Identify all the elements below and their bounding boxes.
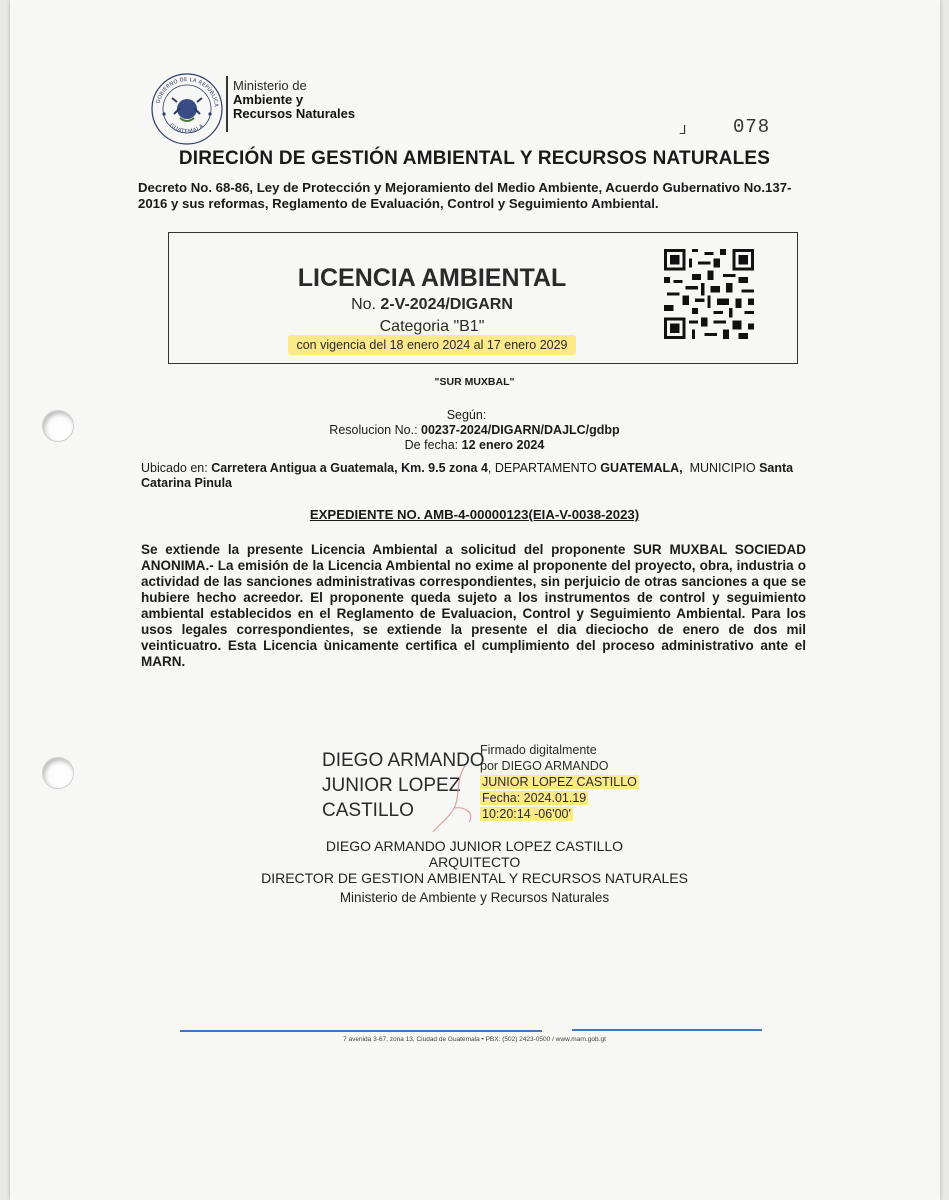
license-title: LICENCIA AMBIENTAL	[297, 264, 567, 292]
signature-date: Fecha: 2024.01.19	[482, 791, 587, 805]
footer-divider-right	[572, 1029, 762, 1031]
page-number: 078	[733, 116, 771, 138]
footer-address: 7 avenida 3-67, zona 13, Ciudad de Guatemala • PBX: (502) 2423-0500 / www.marn.gob.gt	[343, 1036, 606, 1043]
pen-mark: ᒧ	[679, 123, 687, 137]
license-number: No. 2-V-2024/DIGARN	[351, 296, 513, 313]
resolution-date-label: De fecha:	[404, 438, 459, 452]
signatory-block	[0, 838, 949, 906]
guatemala-seal-icon	[150, 72, 224, 146]
signatory-profession: ARQUITECTO	[428, 854, 521, 870]
resolution-label: Resolucion No.:	[329, 423, 418, 437]
svg-text:GUATEMALA: GUATEMALA	[168, 122, 206, 136]
ministry-line1: Ministerio de	[233, 78, 307, 93]
signatory-position: DIRECTOR DE GESTION AMBIENTAL Y RECURSOS NATURALES	[261, 870, 688, 886]
signer-name: DIEGO ARMANDO JUNIOR LOPEZ CASTILLO	[322, 750, 485, 821]
license-validity: con vigencia del 18 enero 2024 al 17 enero 2029	[168, 338, 796, 352]
footer-divider-left	[180, 1030, 542, 1032]
license-body-text: Se extiende la presente Licencia Ambiental a solicitud del proponente SUR MUXBAL SOCIEDAD ANONIMA.- La emisión de la Licencia Ambiental no exime al proponente del proyecto, obra, industria o actividad de las sanciones administrativas correspondientes, sin perjuicio de otras sanciones a que se hubiere hecho acreedor. El proponente queda sujeto a los instrumentos de control y seguimiento ambiental establecidos en el Reglamento de Evaluacion, Control y Seguimiento Ambiental. Para los usos legales correspondientes, se extiende la presente el dia dieciocho de enero de dos mil veinticuatro. Esta Licencia ùnicamente certifica el cumplimiento del proceso administrativo ante el MARN.	[141, 542, 806, 669]
license-number-value: 2-V-2024/DIGARN	[380, 296, 513, 313]
location: Ubicado en: Carretera Antigua a Guatemala, Km. 9.5 zona 4, DEPARTAMENTO GUATEMALA, MUNICIPIO Santa Catarina Pinula	[141, 461, 794, 490]
ministry-logotype	[233, 79, 355, 121]
page-title: DIRECIÓN DE GESTIÓN AMBIENTAL Y RECURSOS NATURALES	[178, 148, 771, 169]
segun-label: Según:	[446, 408, 487, 422]
resolution-date: 12 enero 2024	[461, 438, 545, 452]
ministry-line2: Ambiente y	[233, 92, 304, 107]
svg-text:GOBIERNO DE LA REPÚBLICA: GOBIERNO DE LA REPÚBLICA	[155, 76, 219, 108]
resolution-block	[0, 408, 949, 453]
digital-signature-info: Firmado digitalmente por DIEGO ARMANDO JUNIOR LOPEZ CASTILLO Fecha: 2024.01.19 10:20:14 -06'00'	[480, 743, 637, 821]
signatory-full-name: DIEGO ARMANDO JUNIOR LOPEZ CASTILLO	[325, 838, 624, 854]
file-number: EXPEDIENTE NO. AMB-4-00000123(EIA-V-0038-2023)	[309, 507, 640, 522]
logo-divider	[226, 76, 228, 132]
resolution-number: 00237-2024/DIGARN/DAJLC/gdbp	[421, 423, 620, 437]
ministry-line3: Recursos Naturales	[233, 106, 356, 121]
qr-code-icon	[664, 249, 754, 339]
license-category: Categoria "B1"	[379, 318, 485, 335]
punch-hole-bottom	[42, 757, 74, 789]
legal-basis: Decreto No. 68-86, Ley de Protección y Mejoramiento del Medio Ambiente, Acuerdo Gubernativo No.137-2016 y sus reformas, Reglamento de Evaluación, Control y Seguimiento Ambiental.	[138, 180, 792, 211]
signatory-institution: Ministerio de Ambiente y Recursos Naturales	[339, 890, 610, 905]
project-name: "SUR MUXBAL"	[434, 376, 515, 388]
